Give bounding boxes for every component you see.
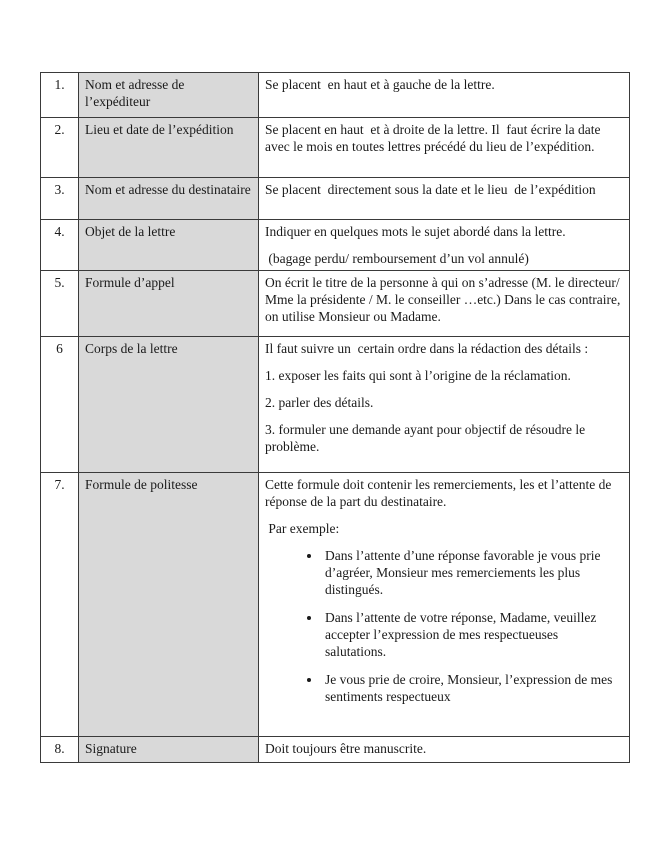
row-label: Nom et adresse de l’expéditeur xyxy=(85,77,188,109)
example-bullet-item: • Je vous prie de croire, Monsieur, l’expression de mes sentiments respectueux xyxy=(322,671,622,705)
row-number: 3. xyxy=(54,182,65,197)
description-paragraph: (bagage perdu/ remboursement d’un vol annulé) xyxy=(265,251,529,266)
row-label-cell xyxy=(79,220,259,271)
description-paragraph: Se placent directement sous la date et le lieu de l’expédition xyxy=(265,182,596,197)
row-label-cell xyxy=(79,473,259,737)
description-paragraph: Cette formule doit contenir les remerciements, les et l’attente de réponse de la part du destinataire. xyxy=(265,477,615,509)
row-label: Signature xyxy=(85,741,137,756)
row-number: 4. xyxy=(54,224,65,239)
row-number: 7. xyxy=(54,477,65,492)
row-label-cell xyxy=(79,337,259,473)
table-row xyxy=(41,337,630,473)
row-description-cell xyxy=(259,271,630,337)
table-row xyxy=(41,473,630,737)
row-description-cell xyxy=(259,220,630,271)
row-number: 5. xyxy=(54,275,65,290)
row-label: Corps de la lettre xyxy=(85,341,178,356)
row-label: Lieu et date de l’expédition xyxy=(85,122,234,137)
table-row xyxy=(41,271,630,337)
row-label: Formule d’appel xyxy=(85,275,175,290)
row-description-cell xyxy=(259,73,630,118)
description-paragraph: Se placent en haut et à gauche de la lettre. xyxy=(265,77,495,92)
example-bullet-list xyxy=(265,547,622,705)
description-paragraph: Indiquer en quelques mots le sujet abordé dans la lettre. xyxy=(265,224,566,239)
row-label-cell xyxy=(79,73,259,118)
row-description-cell xyxy=(259,178,630,220)
example-bullet-item: • Dans l’attente d’une réponse favorable je vous prie d’agréer, Monsieur mes remerciements les plus distingués. xyxy=(322,547,622,598)
row-description-cell xyxy=(259,337,630,473)
description-paragraph: 2. parler des détails. xyxy=(265,395,374,410)
row-label: Objet de la lettre xyxy=(85,224,176,239)
table-row xyxy=(41,73,630,118)
description-paragraph: Se placent en haut et à droite de la lettre. Il faut écrire la date avec le mois en toutes lettres précédé du lieu de l’expédition. xyxy=(265,122,604,154)
table-row xyxy=(41,178,630,220)
description-paragraph: Il faut suivre un certain ordre dans la rédaction des détails : xyxy=(265,341,589,356)
row-description-cell xyxy=(259,737,630,763)
row-number-cell xyxy=(41,73,79,118)
row-number: 8. xyxy=(54,741,65,756)
row-label-cell xyxy=(79,737,259,763)
row-number-cell xyxy=(41,118,79,178)
row-label: Nom et adresse du destinataire xyxy=(85,182,251,197)
row-number-cell xyxy=(41,220,79,271)
row-label-cell xyxy=(79,178,259,220)
description-paragraph: On écrit le titre de la personne à qui on s’adresse (M. le directeur/ Mme la présidente / M. le conseiller …etc.) Dans le cas contraire, on utilise Monsieur ou Madame. xyxy=(265,275,624,324)
row-description-cell xyxy=(259,473,630,737)
row-label: Formule de politesse xyxy=(85,477,198,492)
description-paragraph: Par exemple: xyxy=(265,521,340,536)
row-number-cell xyxy=(41,337,79,473)
table-row xyxy=(41,737,630,763)
row-label-cell xyxy=(79,271,259,337)
row-number: 6 xyxy=(56,341,63,356)
description-paragraph: Doit toujours être manuscrite. xyxy=(265,741,427,756)
letter-structure-table xyxy=(40,72,630,763)
example-bullet-item: • Dans l’attente de votre réponse, Madame, veuillez accepter l’expression de mes respectueuses salutations. xyxy=(322,609,622,660)
row-label-cell xyxy=(79,118,259,178)
table-row xyxy=(41,118,630,178)
row-description-cell xyxy=(259,118,630,178)
row-number-cell xyxy=(41,178,79,220)
row-number-cell xyxy=(41,737,79,763)
table-row xyxy=(41,220,630,271)
row-number-cell xyxy=(41,271,79,337)
row-number: 2. xyxy=(54,122,65,137)
description-paragraph: 3. formuler une demande ayant pour objectif de résoudre le problème. xyxy=(265,422,589,454)
row-number: 1. xyxy=(54,77,65,92)
description-paragraph: 1. exposer les faits qui sont à l’origine de la réclamation. xyxy=(265,368,571,383)
row-number-cell xyxy=(41,473,79,737)
